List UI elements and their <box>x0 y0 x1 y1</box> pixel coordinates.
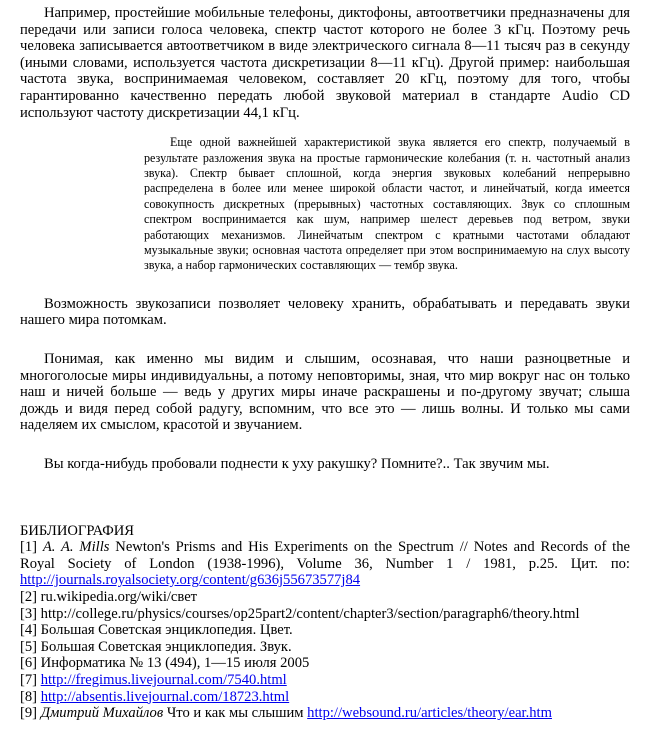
ref-text: ru.wikipedia.org/wiki/свет <box>37 588 198 605</box>
bibliography-title: БИБЛИОГРАФИЯ <box>20 522 135 539</box>
bibliography-item-6 <box>20 655 630 672</box>
bibliography-item-1 <box>20 539 630 589</box>
ref-number: [2] <box>20 588 38 605</box>
ref-number: [3] <box>20 605 38 622</box>
ref-text: Newton's Prisms and His Experiments on the Spectrum // Notes and Records of the Royal Society of London (1938-1996), Volume 36, Number 1 / 1981, p.25. Цит. по: <box>20 539 630 572</box>
ref-number: [1] <box>20 539 38 556</box>
bibliography-item-4 <box>20 622 630 639</box>
ref-text: Большая Советская энциклопедия. Цвет. <box>37 622 293 639</box>
ref-number: [8] <box>20 688 38 705</box>
bibliography-item-9 <box>20 705 630 722</box>
ref-number: [4] <box>20 622 38 639</box>
ref-number: [7] <box>20 671 38 688</box>
ref-text: Большая Советская энциклопедия. Звук. <box>37 638 292 655</box>
quote-spectrum: Еще одной важнейшей характеристикой звука является его спектр, получаемый в результате разложения звука на простые гармонические колебания (т. н. частотный анализ звука). Спектр бывает сплошной, когда энергия звуковых колебаний непрерывно распределена в более или менее широкой области частот, и линейчатый, когда имеется совокупность дискретных (прерывных) частотных составляющих. Звук со сплошным спектром воспринимается как шум, например шелест деревьев под ветром, звуки работающих механизмов. Линейчатым спектром с кратными частотами обладают музыкальные звуки; основная частота определяет при этом воспринимаемую на слух высоту звука, а набор гармонических составляющих — тембр звука. <box>144 135 630 273</box>
ref-author: Дмитрий Михайлов <box>40 705 164 722</box>
ref-link[interactable]: http://journals.royalsociety.org/content/g636j55673577j84 <box>20 572 361 589</box>
ref-text: Что и как мы слышим <box>163 705 308 722</box>
ref-number: [6] <box>20 655 38 672</box>
paragraph-sampling-rate: Например, простейшие мобильные телефоны, диктофоны, автоответчики предназначены для передачи или записи голоса человека, спектр частот которого не более 3 кГц. Поэтому речь человека записывается автоответчиком в виде электрического сигнала 8—11 тысяч раз в секунду (иными словами, используется частота дискретизации 8—11 кГц). Другой пример: наибольшая частота звука, воспринимаемая человеком, составляет 20 кГц, поэтому для того, чтобы гарантированно качественно передать любой звуковой материал в стандарте Audio CD используют частоту дискретизации 44,1 кГц. <box>20 5 630 121</box>
bibliography-item-8 <box>20 689 630 706</box>
paragraph-seashell: Вы когда-нибудь пробовали поднести к уху ракушку? Помните?.. Так звучим мы. <box>44 455 550 472</box>
ref-text: http://college.ru/physics/courses/op25part2/content/chapter3/section/paragraph6/theory.html <box>37 605 580 622</box>
paragraph-sound-recording: Возможность звукозаписи позволяет человеку хранить, обрабатывать и передавать звуки нашего мира потомкам. <box>20 295 630 329</box>
bibliography <box>20 523 630 722</box>
bibliography-item-7 <box>20 672 630 689</box>
ref-link[interactable]: http://absentis.livejournal.com/18723.html <box>40 688 290 705</box>
ref-text: Информатика № 13 (494), 1—15 июля 2005 <box>37 655 310 672</box>
bibliography-item-2 <box>20 589 630 606</box>
ref-link[interactable]: http://fregimus.livejournal.com/7540.html <box>40 671 287 688</box>
bibliography-item-5 <box>20 639 630 656</box>
ref-number: [9] <box>20 705 38 722</box>
ref-link[interactable]: http://websound.ru/articles/theory/ear.htm <box>307 705 552 722</box>
ref-number: [5] <box>20 638 38 655</box>
paragraph-worlds: Понимая, как именно мы видим и слышим, осознавая, что наши разноцветные и многоголосые миры индивидуальны, а потому неповторимы, зная, что мир вокруг нас он только наш и ничей больше — ведь у других миры иначе раскрашены и по-другому звучат; слыша дождь и видя перед собой радугу, вспомним, что все это — лишь волны. И только мы сами наделяем их смыслом, красотой и звучанием. <box>20 351 630 434</box>
bibliography-item-3 <box>20 606 630 623</box>
ref-author: A. A. Mills <box>42 539 110 556</box>
